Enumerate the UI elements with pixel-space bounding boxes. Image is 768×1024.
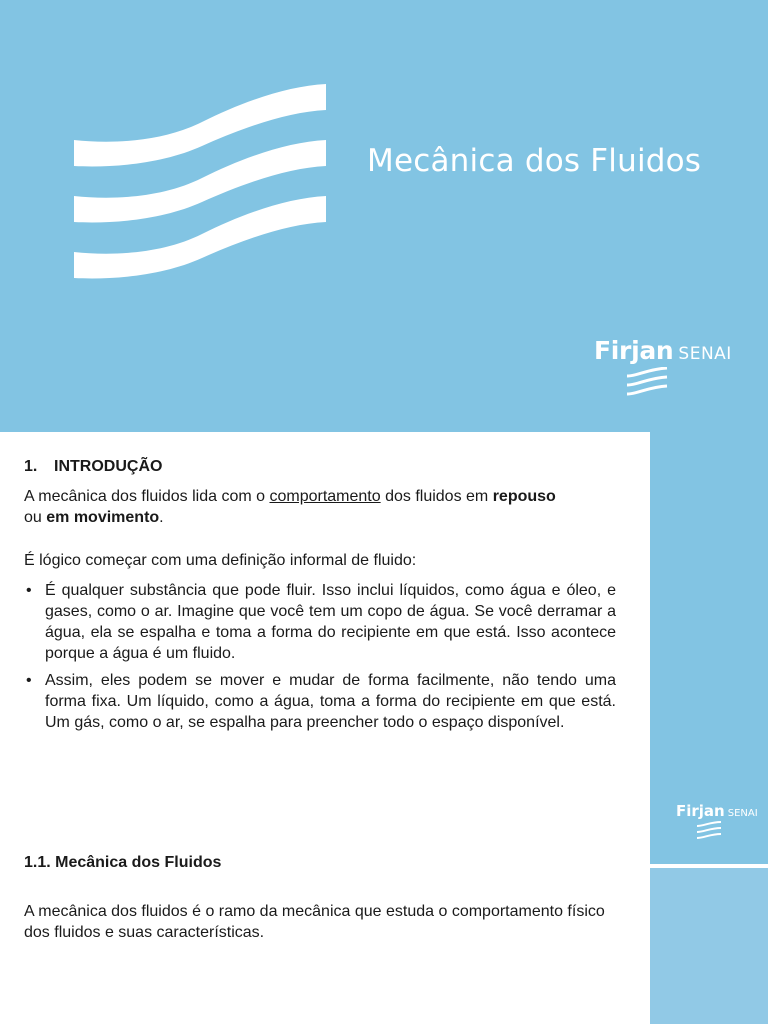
list-item-text: Assim, eles podem se mover e mudar de forma facilmente, não tendo uma forma fixa. Um líquido, como a água, toma a forma do recipiente em que está. Um gás, como o ar, se espalha para preencher todo o espaço disponível. [45,672,616,731]
brand-name: Firjan [594,336,674,365]
cover-banner [0,0,768,432]
subsection-paragraph: A mecânica dos fluidos é o ramo da mecânica que estuda o comportamento físico dos fluidos e suas características. [24,903,605,941]
bullet-icon: • [26,582,32,599]
section-title: INTRODUÇÃO [54,458,163,475]
underlined-term: comportamento [269,488,381,505]
definition-lead: É lógico começar com uma definição informal de fluido: [24,552,417,569]
firjan-senai-logo [594,336,764,401]
section-heading [24,456,616,477]
side-lower-panel [650,868,768,1024]
text-run: ou [24,509,47,526]
text-run: A mecânica dos fluidos lida com o [24,488,270,505]
list-item [24,580,616,664]
list-item-text: É qualquer substância que pode fluir. Isso inclui líquidos, como água e óleo, e gases, como o ar. Imagine que você tem um copo de água. Se você derramar a água, ela se espalha e toma a forma do recipiente em que está. Isso acontece porque a água é um fluido. [45,582,616,662]
side-strip [650,432,768,1024]
section-number: 1. [24,458,38,475]
intro-paragraph [24,486,616,528]
firjan-senai-logo-small [676,802,766,841]
bold-term: em movimento [46,509,160,526]
document-title: Mecânica dos Fluidos [367,143,702,179]
definition-list [24,580,616,733]
waves-logo-icon [72,80,328,280]
brand-waves-icon [626,367,668,401]
subsection-heading: 1.1. Mecânica dos Fluidos [24,854,222,871]
brand-waves-icon [696,821,722,841]
brand-name: Firjan [676,802,725,820]
brand-sub: SENAI [678,344,732,364]
text-run: . [159,509,164,526]
bullet-icon: • [26,672,32,689]
bold-term: repouso [492,488,556,505]
text-run: dos fluidos em [380,488,493,505]
list-item [24,670,616,733]
document-body [24,456,616,943]
brand-sub: SENAI [727,808,758,819]
